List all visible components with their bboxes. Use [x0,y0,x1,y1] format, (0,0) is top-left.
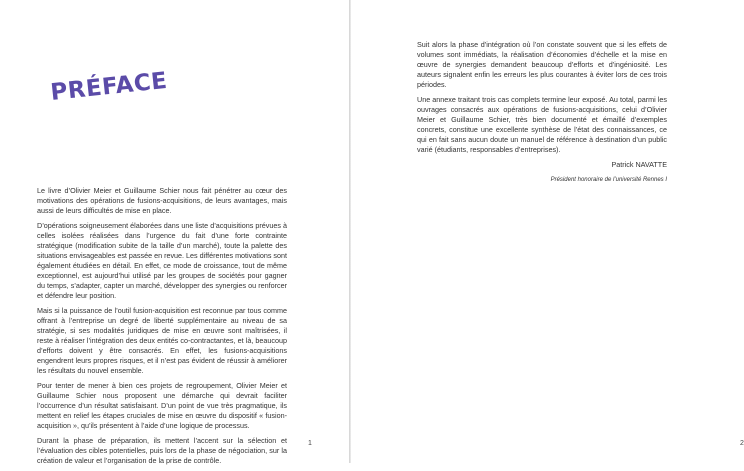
page-number: 1 [308,440,312,447]
page-number: 2 [740,440,744,447]
paragraph: Mais si la puissance de l’outil fusion-acquisition est reconnue par tous comme offrant à l’entreprise un degré de liberté supplémentaire au niveau de sa stratégie, si ses modalités juridiques de mise en œuvre sont maîtrisées, il reste à réaliser l’intégration des deux entités co-contractantes, et là, beaucoup d’efforts doivent y être consacrés. En effet, les fusions-acquisitions engendrent leurs propres risques, et il n’est pas évident de réussir à améliorer les résultats du nouvel ensemble. [37,306,287,375]
preface-body [37,186,287,471]
paragraph: Suit alors la phase d’intégration où l’on constate souvent que si les effets de volumes sont immédiats, la réalisation d’économies d’échelle et la mise en œuvre de synergies demandent beaucoup d’efforts et d’ingéniosité. Les auteurs signalent enfin les erreurs les plus courantes à éviter lors de ces trois périodes. [417,40,667,89]
paragraph: Durant la phase de préparation, ils mettent l’accent sur la sélection et l’évaluation des cibles potentielles, puis lors de la phase de négociation, sur la création de valeur et l’organisation de la prise de contrôle. [37,436,287,465]
paragraph: Le livre d’Olivier Meier et Guillaume Schier nous fait pénétrer au cœur des motivations des opérations de fusions-acquisitions, de leurs avantages, mais aussi de leurs difficultés de mise en place. [37,186,287,215]
page-title: PRÉFACE [49,67,169,106]
preface-body-continued [417,40,667,190]
paragraph: D’opérations soigneusement élaborées dans une liste d’acquisitions prévues à celles isolées réalisées dans l’urgence du fait d’une forte contrainte stratégique (modification subite de la taille d’un marché), toute la palette des situations envisageables est passée en revue. Les différentes motivations sont également étudiées en détail. En effet, ce mode de croissance, tout de même exceptionnel, est aujourd’hui utilisé par les groupes de sociétés pour gagner du temps, s’adapter, capter un marché, développer des synergies ou renforcer et défendre leur position. [37,221,287,300]
paragraph: Une annexe traitant trois cas complets termine leur exposé. Au total, parmi les ouvrages consacrés aux opérations de fusions-acquisitions, celui d’Olivier Meier et Guillaume Schier, très bien documenté et émaillé d’exemples concrets, constitue une excellente synthèse de l’état des connaissances, ce qui en fait sans aucun doute un manuel de référence à destination d’un public varié (étudiants, responsables d’entreprises). [417,95,667,154]
signature-role: Président honoraire de l’université Rennes I [550,177,667,183]
paragraph: Pour tenter de mener à bien ces projets de regroupement, Olivier Meier et Guillaume Schier nous proposent une démarche qui devrait faciliter l’occurrence d’un résultat satisfaisant. D’un point de vue très pragmatique, ils mettent en relief les étapes cruciales de mise en œuvre du dispositif « fusion-acquisition », qu’ils présentent à l’aide d’une logique de processus. [37,381,287,430]
signature: Patrick NAVATTE [611,160,667,169]
left-page [0,0,349,463]
